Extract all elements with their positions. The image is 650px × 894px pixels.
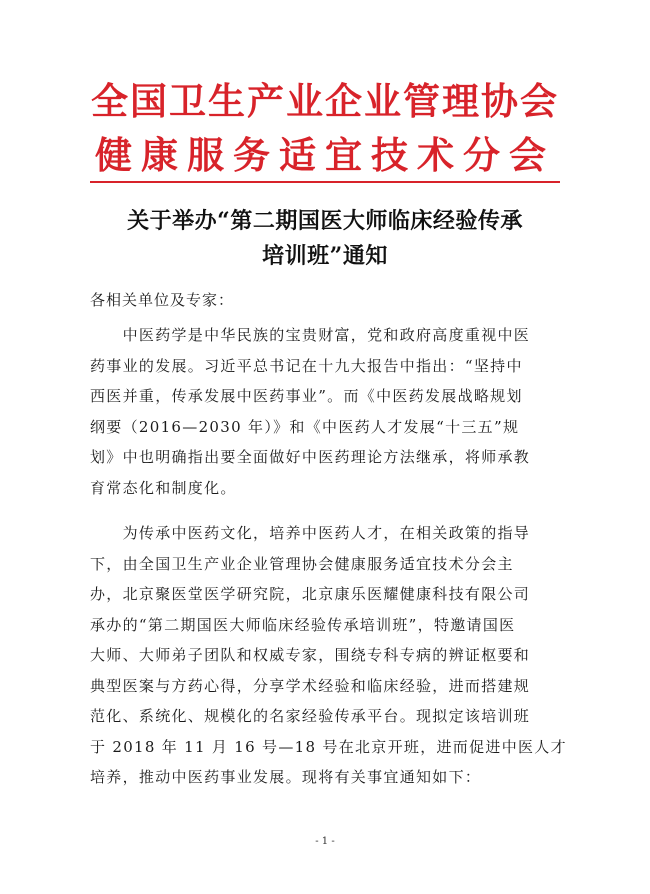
paragraph-line: 纲要（2016—2030 年）》和《中医药人才发展“十三五”规 bbox=[90, 417, 520, 436]
salutation: 各相关单位及专家： bbox=[90, 291, 235, 309]
paragraph-line: 办，北京聚医堂医学研究院，北京康乐医耀健康科技有限公司 bbox=[90, 585, 531, 603]
paragraph-line: 范化、系统化、规模化的名家经验传承平台。现拟定该培训班 bbox=[90, 707, 531, 725]
paragraph-line: 大师、大师弟子团队和权威专家，围绕专科专病的辨证枢要和 bbox=[90, 646, 531, 664]
paragraph-1 bbox=[90, 320, 560, 503]
paragraph-line: 为传承中医药文化，培养中医药人才，在相关政策的指导 bbox=[90, 524, 531, 542]
paragraph-line: 育常态化和制度化。 bbox=[90, 478, 237, 497]
paragraph-line: 承办的“第二期国医大师临床经验传承培训班”，特邀请国医 bbox=[90, 615, 516, 634]
paragraph-line: 中医药学是中华民族的宝贵财富，党和政府高度重视中医 bbox=[90, 326, 531, 344]
paragraph-2 bbox=[90, 518, 567, 793]
paragraph-line: 于 2018 年 11 月 16 号—18 号在北京开班，进而促进中医人才 bbox=[90, 737, 567, 756]
paragraph-line: 西医并重，传承发展中医药事业”。而《中医药发展战略规划 bbox=[90, 387, 523, 405]
paragraph-line: 划》中也明确指出要全面做好中医药理论方法继承，将师承教 bbox=[90, 448, 531, 466]
notice-title-line-2: 培训班”通知 bbox=[262, 243, 388, 269]
paragraph-line: 培养，推动中医药事业发展。现将有关事宜通知如下： bbox=[90, 768, 482, 786]
page-number: - 1 - bbox=[315, 836, 335, 847]
notice-title-line-1: 关于举办“第二期国医大师临床经验传承 bbox=[127, 208, 523, 234]
paragraph-line: 药事业的发展。习近平总书记在十九大报告中指出：“坚持中 bbox=[90, 356, 523, 375]
organization-name-line-1: 全国卫生产业企业管理协会 bbox=[91, 80, 559, 123]
paragraph-line: 下，由全国卫生产业企业管理协会健康服务适宜技术分会主 bbox=[90, 554, 514, 573]
paragraph-line: 典型医案与方药心得，分享学术经验和临床经验，进而搭建规 bbox=[90, 676, 531, 695]
organization-name-line-2: 健康服务适宜技术分会 bbox=[95, 134, 555, 177]
header-divider bbox=[90, 181, 560, 183]
